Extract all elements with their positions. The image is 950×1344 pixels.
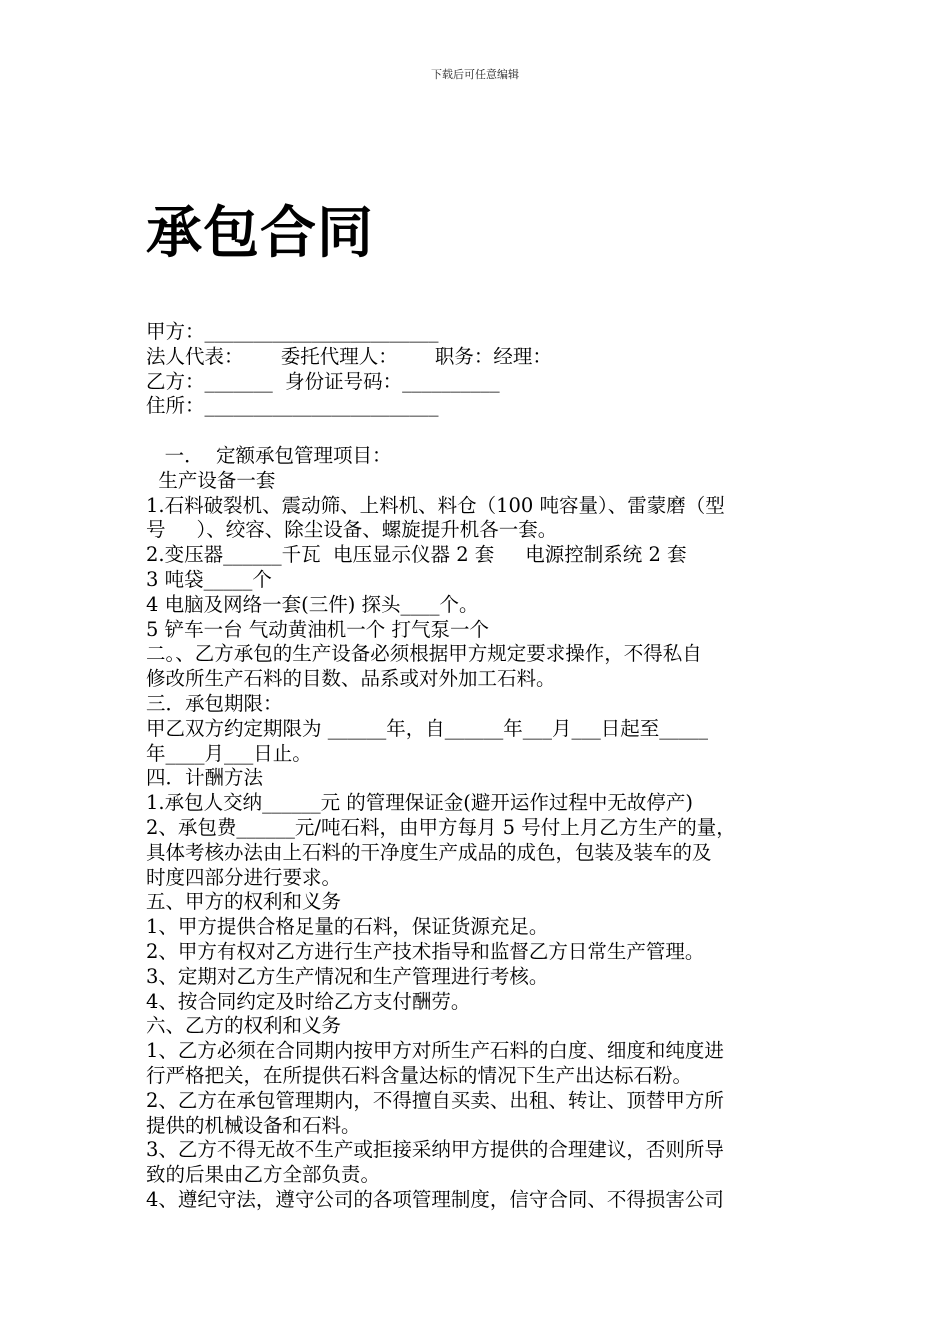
text-line: 2.变压器______千瓦 电压显示仪器 2 套 电源控制系统 2 套 — [146, 543, 687, 567]
text-line: 三．承包期限： — [146, 691, 283, 715]
text-line: 甲方：________________________ — [146, 320, 439, 343]
text-line: 1、甲方提供合格足量的石料，保证货源充足。 — [146, 915, 549, 939]
text-line: 3、定期对乙方生产情况和生产管理进行考核。 — [146, 964, 549, 988]
text-line: 1.承包人交纳______元 的管理保证金(避开运作过程中无故停产) — [146, 791, 694, 815]
text-line: 一． 定额承包管理项目： — [146, 443, 392, 467]
text-line: 时度四部分进行要求。 — [146, 865, 342, 889]
text-line: 住所：________________________ — [146, 394, 439, 418]
document-body — [146, 320, 818, 1213]
text-line: 1.石料破裂机、震动筛、上料机、料仓（100 吨容量）、雷蒙磨（型 — [146, 493, 725, 517]
text-line: 二。、乙方承包的生产设备必须根据甲方规定要求操作，不得私自 — [146, 642, 702, 666]
text-line: 2、甲方有权对乙方进行生产技术指导和监督乙方日常生产管理。 — [146, 939, 705, 963]
text-line: 甲乙双方约定期限为 ______年，自______年___月___日起至_____ — [146, 716, 708, 740]
text-line: 六、乙方的权利和义务 — [146, 1014, 342, 1038]
text-line: 提供的机械设备和石料。 — [146, 1113, 361, 1137]
header-note: 下载后可任意编辑 — [431, 68, 519, 81]
text-line: 五、甲方的权利和义务 — [146, 890, 342, 914]
text-line: 5 铲车一台 气动黄油机一个 打气泵一个 — [146, 617, 490, 641]
text-line: 2、乙方在承包管理期内，不得擅自买卖、出租、转让、顶替甲方所 — [146, 1088, 724, 1112]
text-line: 致的后果由乙方全部负责。 — [146, 1163, 381, 1187]
text-line: 四．计酬方法 — [146, 766, 264, 790]
text-line: 生产设备一套 — [146, 468, 276, 492]
text-line: 4、按合同约定及时给乙方支付酬劳。 — [146, 989, 471, 1013]
text-line: 修改所生产石料的目数、品系或对外加工石料。 — [146, 667, 556, 691]
text-line: 3、乙方不得无故不生产或拒接采纳甲方提供的合理建议，否则所导 — [146, 1138, 724, 1162]
text-line: 4、遵纪守法，遵守公司的各项管理制度，信守合同、不得损害公司 — [146, 1187, 724, 1211]
text-line: 1、乙方必须在合同期内按甲方对所生产石料的白度、细度和纯度进 — [146, 1039, 724, 1063]
text-line: 乙方：_______ 身份证号码：__________ — [146, 369, 500, 393]
document-title: 承包合同 — [146, 201, 374, 266]
text-line: 2、承包费______元/吨石料，由甲方每月 5 号付上月乙方生产的量， — [146, 815, 736, 839]
text-line: 行严格把关，在所提供石料含量达标的情况下生产出达标石粉。 — [146, 1063, 693, 1087]
text-line: 具体考核办法由上石料的干净度生产成品的成色，包装及装车的及 — [146, 840, 712, 864]
blank-line — [146, 419, 818, 444]
text-line: 法人代表： 委托代理人： 职务：经理： — [146, 344, 552, 368]
text-line: 3 吨袋_____个 — [146, 567, 272, 591]
text-line: 4 电脑及网络一套(三件) 探头____个。 — [146, 592, 479, 616]
text-line: 号 ）、绞容、除尘设备、螺旋提升机各一套。 — [146, 518, 558, 542]
text-line: 年____月___日止。 — [146, 741, 312, 765]
